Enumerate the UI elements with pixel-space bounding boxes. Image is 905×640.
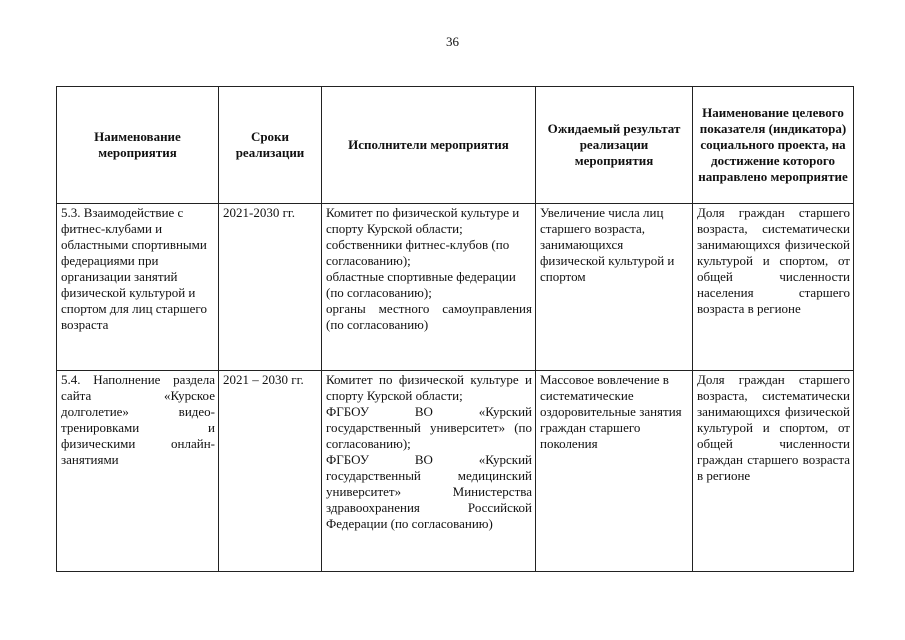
executor-item: Комитет по физической культуре и спорту Курской области; [326,205,520,236]
page-number: 36 [446,34,459,49]
expected-result-cell: Массовое вовлечение в систематические оздоровительные занятия граждан старшего поколения [536,371,693,572]
executor-item: ФГБОУ ВО «Курский государственный университет» (по согласованию); [326,404,532,451]
target-indicator-cell: Доля граждан старшего возраста, систематически занимающихся физической культурой и спортом, от общей численности населения старшего возраста в регионе [693,204,854,371]
executor-item: собственники фитнес-клубов (по согласованию); [326,237,510,268]
header-period: Сроки реализации [219,87,322,204]
measures-table [56,86,854,572]
table-row [57,371,854,572]
executor-item: ФГБОУ ВО «Курский государственный медицинский университет» Министерства здравоохранения Российской Федерации (по согласованию) [326,452,532,531]
header-expected-result: Ожидаемый результат реализации мероприятия [536,87,693,204]
executors-cell [322,371,536,572]
measure-name-cell: 5.3. Взаимодействие с фитнес-клубами и областными спортивными федерациями при организации занятий физической культурой и спортом для лиц старшего возраста [57,204,219,371]
header-executors: Исполнители мероприятия [322,87,536,204]
table-row [57,204,854,371]
header-target-indicator: Наименование целевого показателя (индикатора) социального проекта, на достижение которого направлено мероприятие [693,87,854,204]
executor-item: органы местного самоуправления (по согласованию) [326,301,532,332]
executor-item: областные спортивные федерации (по согласованию); [326,269,516,300]
period-cell: 2021-2030 гг. [219,204,322,371]
executors-cell [322,204,536,371]
period-cell: 2021 – 2030 гг. [219,371,322,572]
measure-name-cell: 5.4. Наполнение раздела сайта «Курское долголетие» видео- тренировками и физическими онлайн-занятиями [57,371,219,572]
target-indicator-cell: Доля граждан старшего возраста, систематически занимающихся физической культурой и спортом, от общей численности граждан старшего возраста в регионе [693,371,854,572]
expected-result-cell: Увеличение числа лиц старшего возраста, занимающихся физической культурой и спортом [536,204,693,371]
executor-item: Комитет по физической культуре и спорту Курской области; [326,372,532,403]
header-measure-name: Наименование мероприятия [57,87,219,204]
table-header-row [57,87,854,204]
